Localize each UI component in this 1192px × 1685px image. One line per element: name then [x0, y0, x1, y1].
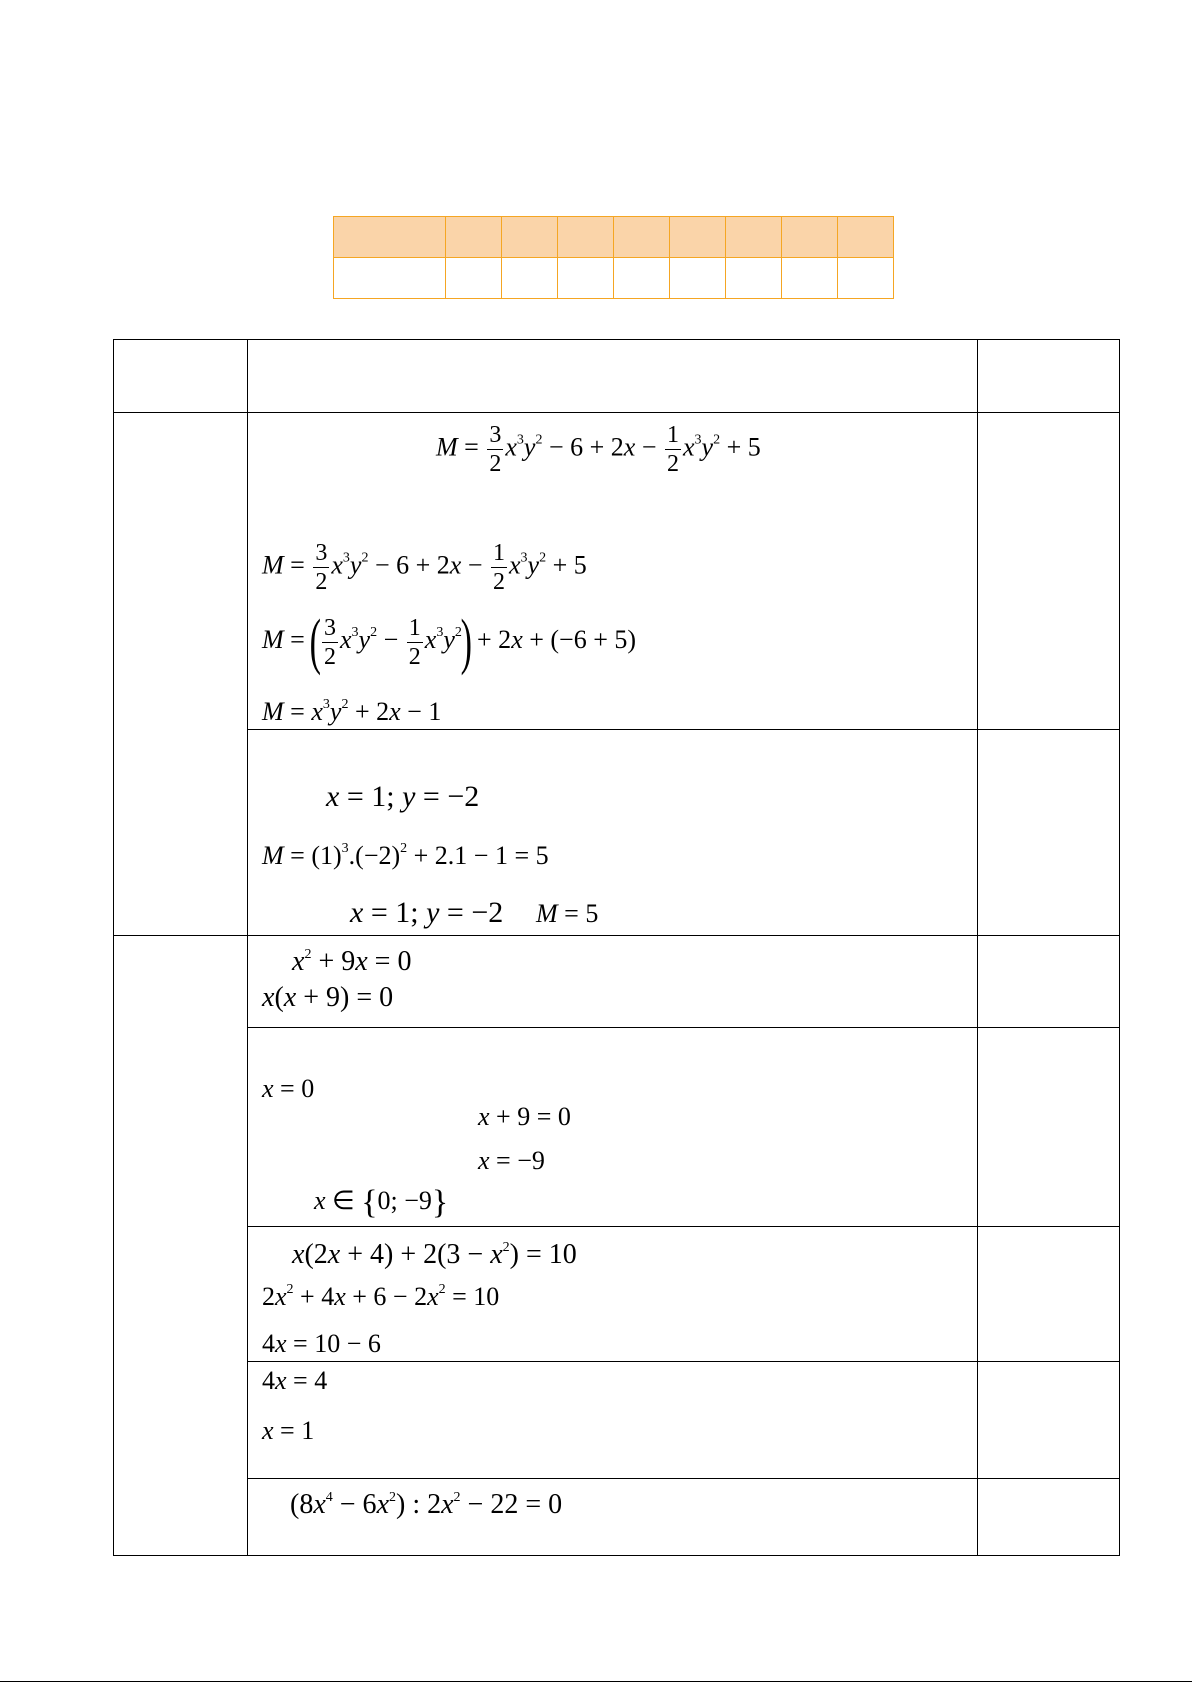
solution-cell: [248, 936, 978, 1028]
table-row: [114, 936, 1120, 1028]
header-cell-content: [248, 340, 978, 413]
answer-key-cell: [782, 217, 838, 258]
equation: x = 1: [262, 1416, 315, 1445]
solution-cell: [248, 413, 978, 730]
equation: x + 9 = 0: [478, 1102, 571, 1131]
equation: 4x = 4: [262, 1366, 328, 1395]
equation: $x^2 + 9x = 0$: [292, 946, 412, 977]
points-cell: [978, 413, 1120, 730]
header-cell-question: [114, 340, 248, 413]
points-cell: [978, 1362, 1120, 1479]
points-cell: [978, 1227, 1120, 1362]
table-header-row: [114, 340, 1120, 413]
solution-cell: [248, 730, 978, 936]
equation: M = 5: [536, 899, 599, 928]
table-row: [114, 1362, 1120, 1479]
answer-key-cell: [502, 217, 558, 258]
answer-key-header-row: [334, 217, 894, 258]
solution-table: [113, 339, 1120, 1556]
solution-cell: [248, 1479, 978, 1556]
answer-key-cell: [446, 258, 502, 299]
equation: $M = x^3y^2 + 2x - 1$: [262, 697, 442, 726]
answer-key-cell: [558, 258, 614, 299]
equation: M = $\frac{3}{2}$ $x^3y^2 - 6 + 2x$ − $\frac{1}{2}$ $x^3y^2 + 5$: [262, 540, 587, 595]
equation: x = 0: [262, 1074, 315, 1103]
answer-key-cell: [726, 217, 782, 258]
equation: M = ( $\frac{3}{2}$ $x^3y^2$ − $\frac{1}{2}$ $x^3y^2) + 2x + (-6 + 5)$: [262, 608, 637, 676]
points-cell: [978, 936, 1120, 1028]
points-cell: [978, 1479, 1120, 1556]
answer-key-cell: [670, 258, 726, 299]
points-cell: [978, 730, 1120, 936]
solution-cell: [248, 1362, 978, 1479]
answer-key-value-row: [334, 258, 894, 299]
equation: x = 1; y = −2: [326, 780, 480, 813]
table-row: [114, 730, 1120, 936]
answer-key-cell: [558, 217, 614, 258]
equation: $2x^2 + 4x + 6 - 2x^2 = 10$: [262, 1282, 500, 1311]
equation: 4x = 10 − 6: [262, 1329, 381, 1358]
answer-key-table: [333, 216, 894, 299]
points-cell: [978, 1028, 1120, 1227]
equation: M = $\frac{3}{2}$ $x^3y^2 - 6 + 2x$ − $\frac{1}{2}$ $x^3y^2 + 5$: [436, 422, 761, 477]
equation: x = 1; y = −2: [350, 896, 504, 929]
answer-key-cell: [726, 258, 782, 299]
equation: $M = (1)^3.(-2)^2 + 2.1 - 1 = 5$: [262, 841, 549, 870]
table-row: [114, 1028, 1120, 1227]
equation: x = −9: [478, 1146, 545, 1175]
table-row: [114, 413, 1120, 730]
footer-divider: [0, 1681, 1192, 1682]
answer-key-cell: [446, 217, 502, 258]
answer-key-cell: [502, 258, 558, 299]
table-row: [114, 1479, 1120, 1556]
answer-key-cell: [670, 217, 726, 258]
equation: $(8x^4 - 6x^2)$ : $2x^2 - 22 = 0$: [290, 1489, 563, 1520]
equation: x(x + 9) = 0: [262, 982, 394, 1013]
table-row: [114, 1227, 1120, 1362]
question-cell: [114, 936, 248, 1556]
answer-key-cell: [334, 217, 446, 258]
answer-key-cell: [838, 217, 894, 258]
answer-key-cell: [334, 258, 446, 299]
question-cell: [114, 413, 248, 936]
solution-cell: [248, 1028, 978, 1227]
equation: x ∈ {0; −9}: [314, 1184, 449, 1221]
answer-key-cell: [614, 217, 670, 258]
answer-key-cell: [838, 258, 894, 299]
solution-cell: [248, 1227, 978, 1362]
answer-key-cell: [782, 258, 838, 299]
header-cell-points: [978, 340, 1120, 413]
answer-key-cell: [614, 258, 670, 299]
equation: $x(2x + 4) + 2(3 - x^2) = 10$: [292, 1239, 577, 1270]
